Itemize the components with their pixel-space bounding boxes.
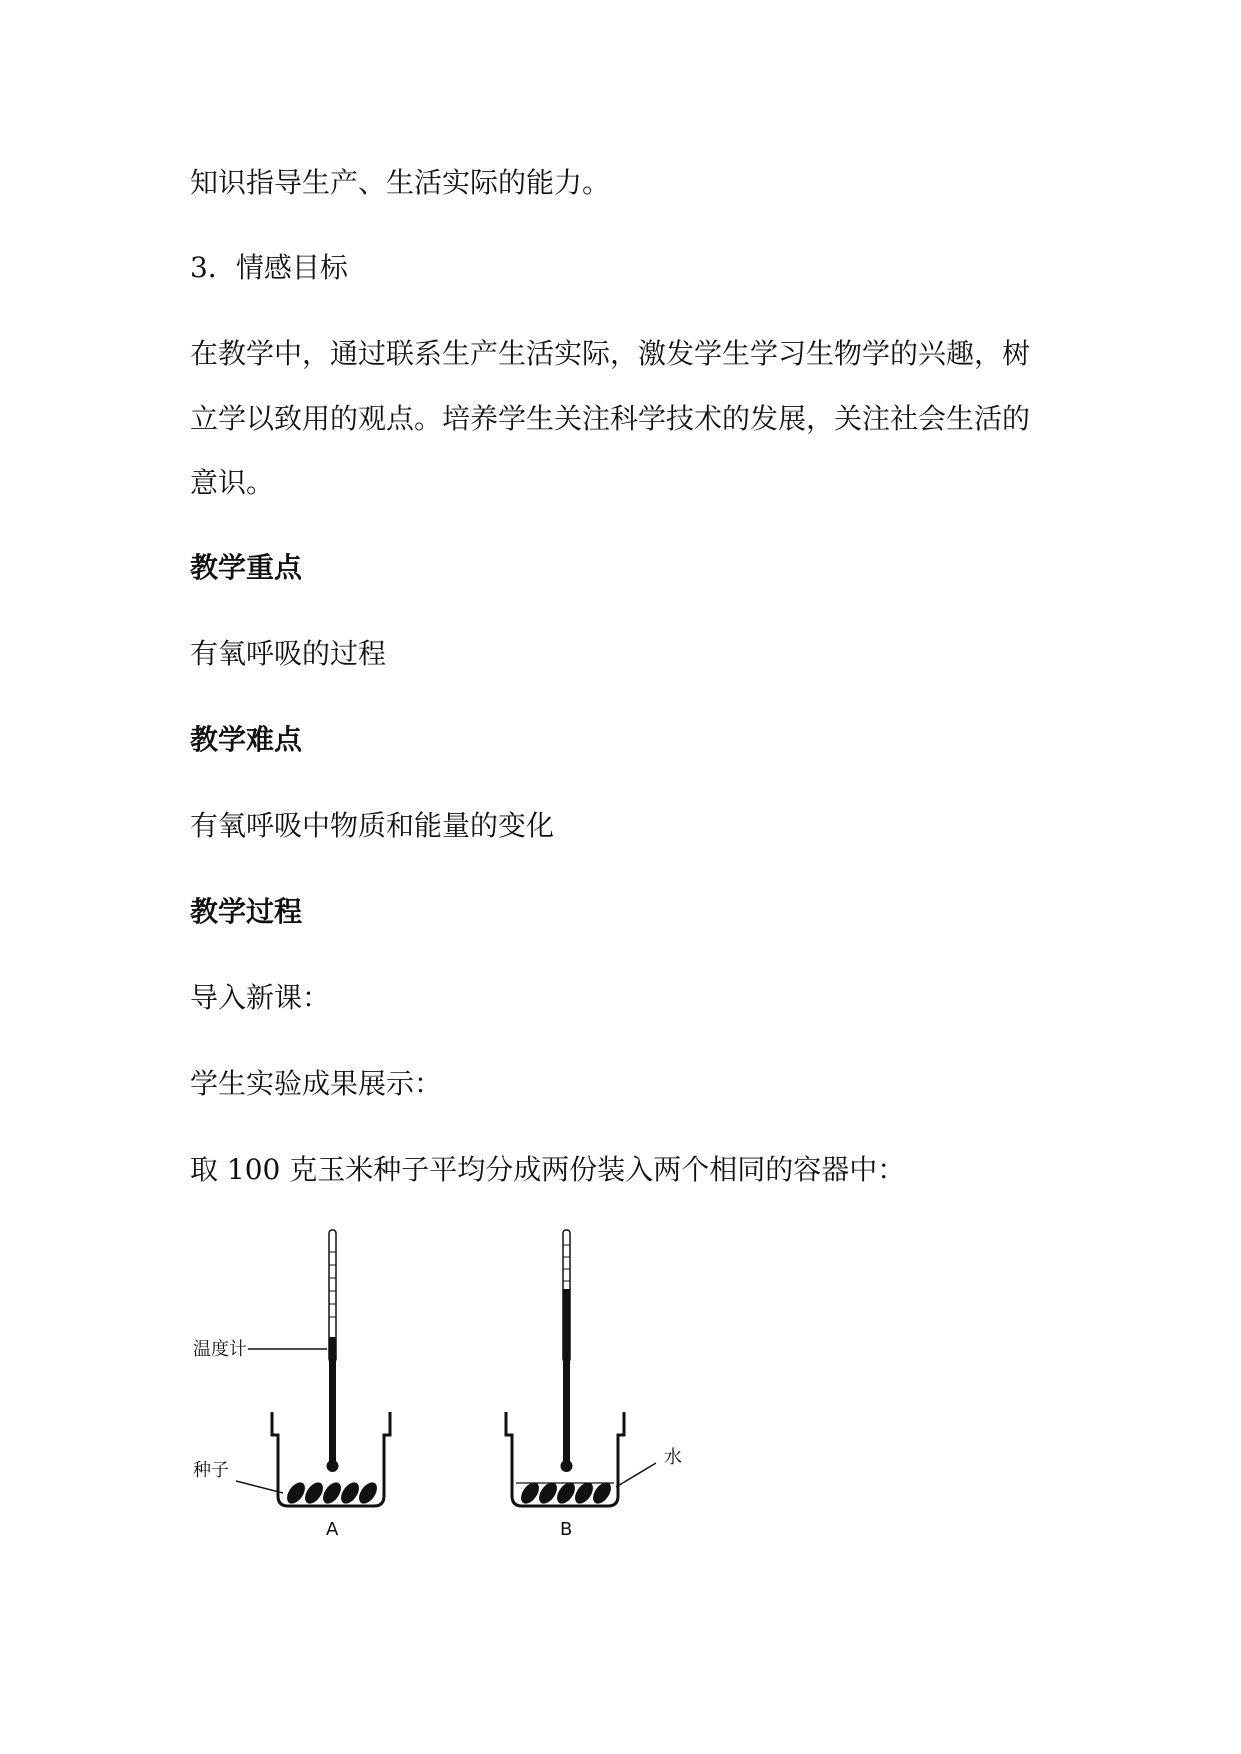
heading-difficulty: 教学难点 [190, 723, 303, 756]
difficulty-text: 有氧呼吸中物质和能量的变化 [190, 809, 555, 842]
label-thermometer: 温度计 [193, 1339, 247, 1360]
heading-process: 教学过程 [190, 895, 303, 928]
paragraph-line: 知识指导生产、生活实际的能力。 [190, 166, 611, 199]
key-point-text: 有氧呼吸的过程 [190, 637, 387, 670]
subsection-title: 3．情感目标 [190, 251, 348, 284]
thermometer-a [327, 1230, 339, 1472]
paragraph-line: 在教学中，通过联系生产生活实际，激发学生学习生物学的兴趣，树 [190, 337, 1031, 370]
label-b: B [560, 1519, 573, 1540]
process-line: 导入新课： [190, 981, 331, 1014]
paragraph-line: 意识。 [190, 466, 275, 499]
label-water: 水 [664, 1447, 682, 1468]
seeds-a [283, 1479, 380, 1507]
heading-key-point: 教学重点 [190, 551, 303, 584]
paragraph-line: 立学以致用的观点。培养学生关注科学技术的发展，关注社会生活的 [190, 402, 1031, 435]
experiment-figure [180, 1225, 700, 1555]
thermometer-b [561, 1230, 573, 1472]
label-a: A [326, 1519, 339, 1540]
label-seed: 种子 [193, 1460, 229, 1481]
process-line: 学生实验成果展示： [190, 1067, 443, 1100]
process-line: 取 100 克玉米种子平均分成两份装入两个相同的容器中： [190, 1153, 906, 1186]
